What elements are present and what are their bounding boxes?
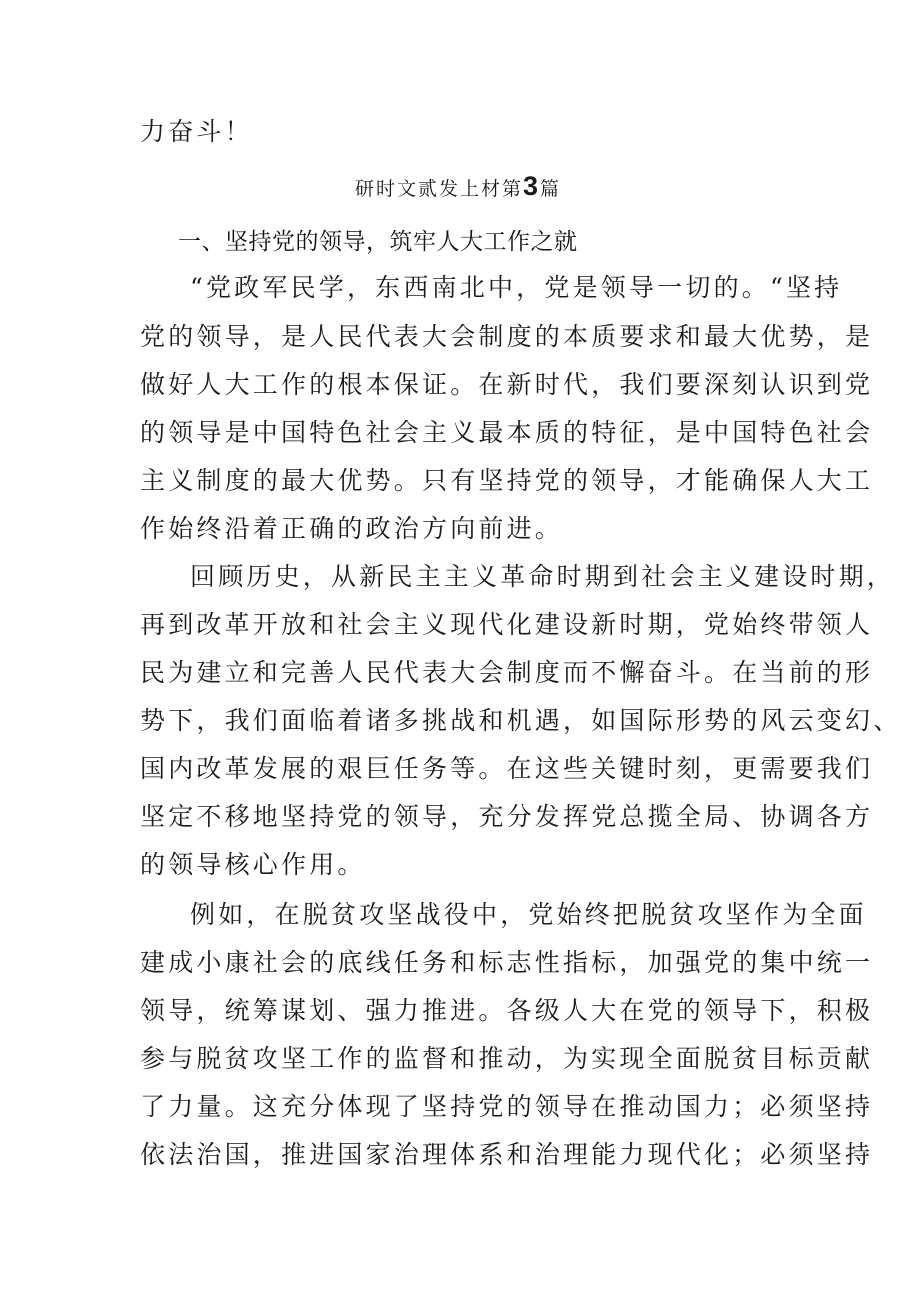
paragraph-line: 了力量。这充分体现了坚持党的领导在推动国力；必须坚持 xyxy=(140,1092,874,1121)
paragraph-line: 的领导是中国特色社会主义最本质的特征，是中国特色社会 xyxy=(140,418,874,447)
subtitle-suffix: 篇 xyxy=(540,178,562,200)
paragraph-line: 党的领导，是人民代表大会制度的本质要求和最大优势，是 xyxy=(140,322,874,351)
section-heading: 一、坚持党的领导，筑牢人大工作之就 xyxy=(178,229,578,255)
paragraph-line: 领导，统筹谋划、强力推进。各级人大在党的领导下，积极 xyxy=(140,996,874,1025)
paragraph-line: 民为建立和完善人民代表大会制度而不懈奋斗。在当前的形 xyxy=(140,658,874,687)
paragraph-line: 主义制度的最大优势。只有坚持党的领导，才能确保人大工 xyxy=(140,466,874,495)
paragraph-line: 坚定不移地坚持党的领导，充分发挥党总揽全局、协调各方 xyxy=(140,802,874,831)
paragraph-line: “党政军民学，东西南北中，党是领导一切的。“坚持 xyxy=(190,273,843,302)
continuation-text: 力奋斗！ xyxy=(140,117,253,146)
paragraph-line: 作始终沿着正确的政治方向前进。 xyxy=(140,514,564,543)
paragraph-line: 建成小康社会的底线任务和标志性指标，加强党的集中统一 xyxy=(140,948,874,977)
subtitle-prefix: 研时文贰发上材第 xyxy=(355,178,524,200)
paragraph-line: 例如，在脱贫攻坚战役中，党始终把脱贫攻坚作为全面 xyxy=(190,900,867,929)
paragraph-line: 做好人大工作的根本保证。在新时代，我们要深刻认识到党 xyxy=(140,370,874,399)
paragraph-line: 势下，我们面临着诸多挑战和机遇，如国际形势的风云变幻、 xyxy=(140,706,902,735)
section-subtitle xyxy=(355,171,561,204)
paragraph-line: 再到改革开放和社会主义现代化建设新时期，党始终带领人 xyxy=(140,610,874,639)
paragraph-line: 参与脱贫攻坚工作的监督和推动，为实现全面脱贫目标贡献 xyxy=(140,1044,874,1073)
paragraph-line: 回顾历史，从新民主主义革命时期到社会主义建设时期， xyxy=(190,562,896,591)
paragraph-line: 国内改革发展的艰巨任务等。在这些关键时刻，更需要我们 xyxy=(140,754,874,783)
subtitle-number: 3 xyxy=(523,171,541,201)
paragraph-line: 依法治国，推进国家治理体系和治理能力现代化；必须坚持 xyxy=(140,1140,874,1169)
paragraph-line: 的领导核心作用。 xyxy=(140,850,366,879)
